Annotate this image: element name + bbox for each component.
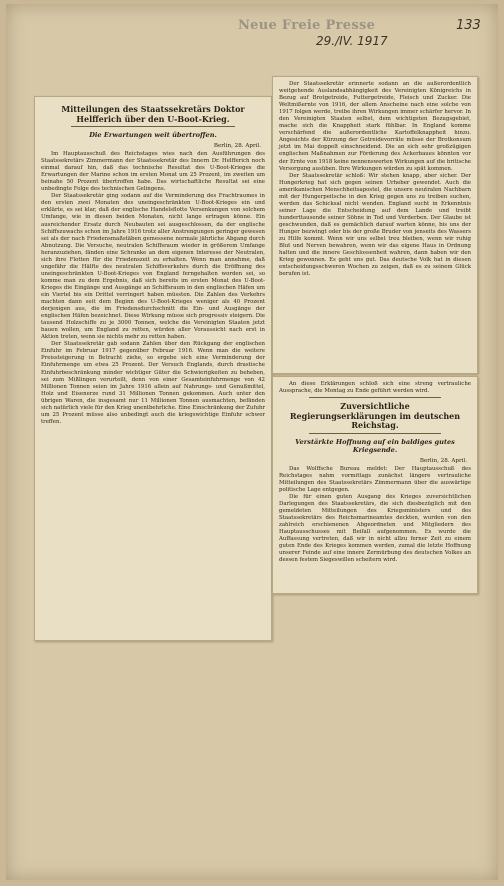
- paragraph: Im Hauptausschuß des Reichstages wies nach den Ausführungen des Staatssekretärs Zimmermann der Staatssekretär des Innern Dr. Helfferich noch einmal darauf hin, daß das technische Resultat des U-Boot-Krieges die Erwartungen der Marine schon im ersten Monat um 25 Prozent, im zweiten um beinahe 50 Prozent übertroffen habe. Das wirtschaftliche Resultat sei eine unbedingte Folge des technischen Gelingens.: [41, 151, 265, 193]
- paragraph: Der Staatssekretär erinnerte sodann an die außerordentlich weitgehende Auslandsabhängigkeit des Vereinigten Königreichs in Bezug auf Brotgetreide, Futtergetreide, Fleisch und Zucker. Die Weltmißernte von 1916, der allem Anscheine nach eine solche von 1917 folgen werde, treibe ihren Wirkungen immer schärfer hervor. In den Vereinigten Staaten selbst, dem wichtigsten Bezugsgebiet, mache sich die Knappheit stark fühlbar. In England komme verschärfend die außerordentliche Kartoffelknappheit hinzu. Angesichts der Kürzung der Getreidevorräte müsse der Brotkonsum jetzt im Mai doppelt einschneidend. Die an sich sehr großzügigen englischen Maßnahmen zur Förderung des Ackerbaues könnten vor der Ernte von 1918 keine nennenswerten Wirkungen auf die britische Versorgung ausüben. Ihre Wirkungen würden zu spät kommen.: [279, 81, 471, 172]
- article-body: [279, 81, 471, 278]
- article-subtitle: Die Erwartungen weit übertroffen.: [89, 131, 217, 139]
- article-title: Mitteilungen des Staatssekretärs Doktor Helfferich über den U-Boot-Krieg.: [61, 104, 245, 124]
- paragraph: Der Staatssekretär gab sodann Zahlen über den Rückgang der englischen Einfuhr im Februar 1917 gegenüber Februar 1916. Wenn man die weitere Preissteigerung in Betracht ziehe, so ergebe sich eine Verminderung der Einfuhrmenge um etwa 25 Prozent. Der Versuch Englands, durch drastische Einfuhrbeschränkung minder wichtiger Güter die Schwierigkeiten zu beheben, sei zum Mißlingen verurteilt, denn von einer Gesamteinfuhrmenge von 42 Millionen Tonnen seien im Jahre 1916 allein auf Nahrungs- und Genußmittel, Holz und Eisenerze rund 31 Millionen Tonnen gekommen. Auch unter den übrigen Waren, die insgesamt nur 11 Millionen Tonnen ausmachten, befänden sich natürlich viele für den Krieg unentbehrliche. Eine Einschränkung der Zufuhr um 25 Prozent müsse also unbedingt auch die kriegswichtige Einfuhr schwer treffen.: [41, 341, 265, 425]
- newspaper-stamp: Neue Freie Presse: [238, 18, 376, 33]
- clipping-right-top: [272, 76, 478, 374]
- section-rule: [309, 397, 441, 398]
- title-rule: [309, 433, 441, 434]
- clipping-left: [34, 96, 272, 641]
- article-dateline: Berlin, 28. April.: [213, 143, 261, 149]
- paragraph: Der Staatssekretär ging sodann auf die Verminderung des Frachtraumes in den ersten zwei Monaten des uneingeschränkten U-Boot-Krieges ein und erklärte, es sei klar, daß der englische Handelsflotte Versenkungen von solchem Umfange, wie in diesen beiden Monaten, nicht lange ertragen könne. Ein ausreichender Ersatz durch Neubauten sei ausgeschlossen, da der englische Schiffszuwachs schon im Jahre 1916 trotz aller Anstrengungen geringer gewesen sei als der nach Friedensmaßstäben gemessene normale jährliche Abgang durch Abnutzung. Die Versuche, neutralen Schiffsraum wieder in größerem Umfange heranzuziehen, fänden eine Schranke an dem eigenen Interesse der Neutralen, sich ihre Flotten für die Friedenszeit zu erhalten. Wenn man annehme, daß ungefähr die Hälfte des neutralen Schiffsverkehrs durch die Eröffnung des uneingeschränkten U-Boot-Krieges von England ferngehalten worden sei, so komme man zu dem Ergebnis, daß sich bereits im ersten Monat des U-Boot-Krieges die Eingänge und Ausgänge an Schiffsraum in den englischen Häfen um ein Viertel bis ein Drittel verringert haben müssten. Die Zahlen des Verkehrs machten dann seit dem Beginn des U-Boot-Krieges weniger als 40 Prozent derjenigen aus, die im Friedensdurchschnitt die Ein- und Ausgänge der englischen Häfen bezeichnet. Diese Wirkung müsse sich progressiv steigern. Die tausend Holzschiffe zu je 3000 Tonnen, welche die Vereinigten Staaten jetzt bauen wollen, um England zu retten, würden aller Voraussicht nach erst in Aktion treten, wenn sie nichts mehr zu retten haben.: [41, 193, 265, 341]
- article-body: [279, 466, 471, 565]
- paragraph: Die für einen guten Ausgang des Krieges zuversichtlichen Darlegungen des Staatssekretärs, die sich diesbezüglich mit den gemeldeten Mitteilungen des Kriegsministers und des Staatssekretärs des Reichsmarineamtes deckten, wurden von den zahlreich erschienenen Abgeordneten und Mitgliedern des Hauptausschusses mit Beifall aufgenommen. Es wurde die Auffassung vertreten, daß wir in nicht allzu ferner Zeit zu einem guten Ende des Krieges kommen werden, zumal die letzte Hoffnung unserer Feinde auf eine innere Zermürbung des deutschen Volkes an dessen festem Siegeswillen scheitern wird.: [279, 493, 471, 564]
- mounting-sheet: [6, 4, 498, 880]
- handwritten-page-number: 133: [456, 18, 481, 33]
- handwritten-date: 29./IV. 1917: [316, 34, 388, 48]
- paragraph: Der Staatssekretär schloß: Wir stehen knapp, aber sicher. Der Hungerkrieg hat sich gegen seinen Urheber gewendet. Auch die amerikanischen Menschheitsapostel, die unsere neutralen Nachbarn mit der Hungerpeitsche in den Krieg gegen uns zu treiben suchen, werden das Schicksal nicht wenden. England sucht in Erkenntnis seiner Lage die Entscheidung auf dem Lande und treibt hunderttausende seiner Söhne in Tod und Verderben. Der Glaube ist geschwunden, daß es gemächlich darauf warten könne, bis uns der Hunger bezwingt oder bis der große Bruder von jenseits des Wassers zu Hilfe kommt. Wenn wir uns selbst treu bleiben, wenn wir ruhig Blut und Nerven bewahren, wenn wir das eigene Haus in Ordnung halten und die innere Geschlossenheit wahren, dann haben wir den Krieg gewonnen. Es geht uns gut. Das deutsche Volk hat in diesen entscheidungsschweren Wochen zu zeigen, daß es zu seinem Glück berufen ist.: [279, 172, 471, 278]
- clipping-right-bottom: [272, 376, 478, 594]
- title-rule: [71, 126, 235, 127]
- paragraph: Das Wolffsche Bureau meldet: Der Hauptausschuß des Reichstages nahm vormittags zunächst längere vertrauliche Mitteilungen des Staatssekretärs Zimmermann über die auswärtige politische Lage entgegen.: [279, 465, 471, 493]
- article-intro: [279, 381, 471, 395]
- article-subtitle: Verstärkte Hoffnung auf ein baldiges gutes Kriegsende.: [295, 437, 455, 454]
- article-body: [41, 151, 265, 426]
- paragraph: An diese Erklärungen schloß sich eine streng vertrauliche Aussprache, die Montag zu Ende geführt werden wird.: [279, 381, 471, 395]
- article-title: Zuversichtliche Regierungserklärungen im deutschen Reichstag.: [289, 401, 461, 431]
- page-header: [216, 14, 496, 48]
- article-dateline: Berlin, 28. April.: [419, 457, 467, 464]
